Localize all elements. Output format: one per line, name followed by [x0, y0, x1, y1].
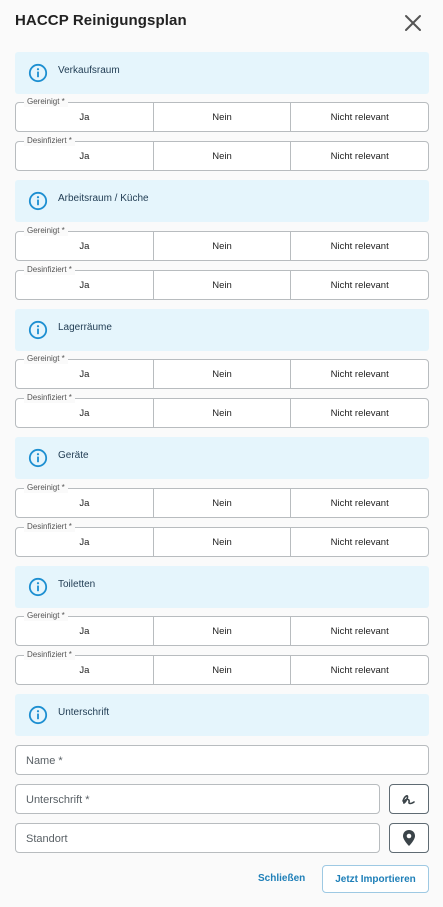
option-nicht-relevant[interactable]: Nicht relevant — [290, 528, 428, 556]
option-nicht-relevant[interactable]: Nicht relevant — [290, 399, 428, 427]
option-nein[interactable]: Nein — [153, 656, 291, 684]
gereinigt-segmented-control — [15, 97, 429, 132]
field-label: Desinfiziert * — [24, 265, 75, 275]
option-nicht-relevant[interactable]: Nicht relevant — [290, 360, 428, 388]
section-title: Arbeitsraum / Küche — [58, 193, 149, 204]
option-nein[interactable]: Nein — [153, 271, 291, 299]
option-nein[interactable]: Nein — [153, 360, 291, 388]
option-nein[interactable]: Nein — [153, 142, 291, 170]
info-box — [15, 309, 429, 351]
option-ja[interactable]: Ja — [79, 497, 90, 509]
field-label: Desinfiziert * — [24, 522, 75, 532]
option-nicht-relevant[interactable]: Nicht relevant — [290, 271, 428, 299]
option-nein[interactable]: Nein — [153, 617, 291, 645]
info-box — [15, 694, 429, 736]
close-text-button[interactable]: Schließen — [258, 873, 306, 884]
import-button[interactable]: Jetzt Importieren — [322, 865, 429, 893]
info-icon — [28, 577, 48, 597]
section-title: Unterschrift — [58, 707, 110, 718]
location-pin-icon — [401, 829, 417, 847]
section-title: Toiletten — [58, 579, 96, 590]
option-nein[interactable]: Nein — [153, 489, 291, 517]
option-ja[interactable]: Ja — [79, 240, 90, 252]
option-nicht-relevant[interactable]: Nicht relevant — [290, 232, 428, 260]
close-button[interactable] — [402, 12, 424, 34]
option-nicht-relevant[interactable]: Nicht relevant — [290, 617, 428, 645]
option-nein[interactable]: Nein — [153, 528, 291, 556]
info-box — [15, 437, 429, 479]
info-box — [15, 566, 429, 608]
signature-button[interactable] — [389, 784, 429, 814]
name-field[interactable] — [15, 745, 429, 775]
field-label: Desinfiziert * — [24, 650, 75, 660]
desinfiziert-segmented-control — [15, 522, 429, 557]
desinfiziert-segmented-control — [15, 136, 429, 171]
option-nicht-relevant[interactable]: Nicht relevant — [290, 656, 428, 684]
field-label: Gereinigt * — [24, 97, 68, 107]
signature-placeholder: Unterschrift * — [26, 794, 90, 806]
field-label: Gereinigt * — [24, 611, 68, 621]
section-title: Geräte — [58, 450, 89, 461]
signature-icon — [400, 790, 418, 808]
option-ja[interactable]: Ja — [79, 279, 90, 291]
location-button[interactable] — [389, 823, 429, 853]
desinfiziert-segmented-control — [15, 650, 429, 685]
info-box — [15, 52, 429, 94]
option-ja[interactable]: Ja — [79, 368, 90, 380]
option-nicht-relevant[interactable]: Nicht relevant — [290, 142, 428, 170]
gereinigt-segmented-control — [15, 226, 429, 261]
name-placeholder: Name * — [26, 755, 63, 767]
info-icon — [28, 63, 48, 83]
section-title: Lagerräume — [58, 322, 112, 333]
option-ja[interactable]: Ja — [79, 536, 90, 548]
info-icon — [28, 448, 48, 468]
location-placeholder: Standort — [26, 833, 68, 845]
gereinigt-segmented-control — [15, 483, 429, 518]
field-label: Desinfiziert * — [24, 136, 75, 146]
option-ja[interactable]: Ja — [79, 407, 90, 419]
gereinigt-segmented-control — [15, 354, 429, 389]
field-label: Gereinigt * — [24, 483, 68, 493]
option-nein[interactable]: Nein — [153, 103, 291, 131]
field-label: Desinfiziert * — [24, 393, 75, 403]
dialog-header — [0, 0, 443, 44]
option-ja[interactable]: Ja — [79, 664, 90, 676]
option-nein[interactable]: Nein — [153, 399, 291, 427]
option-ja[interactable]: Ja — [79, 111, 90, 123]
desinfiziert-segmented-control — [15, 265, 429, 300]
dialog-title: HACCP Reinigungsplan — [15, 12, 187, 29]
option-ja[interactable]: Ja — [79, 150, 90, 162]
info-icon — [28, 320, 48, 340]
location-field[interactable] — [15, 823, 380, 853]
section-title: Verkaufsraum — [58, 65, 120, 76]
option-ja[interactable]: Ja — [79, 625, 90, 637]
field-label: Gereinigt * — [24, 354, 68, 364]
close-icon — [402, 12, 424, 34]
info-icon — [28, 191, 48, 211]
info-icon — [28, 705, 48, 725]
option-nicht-relevant[interactable]: Nicht relevant — [290, 103, 428, 131]
gereinigt-segmented-control — [15, 611, 429, 646]
field-label: Gereinigt * — [24, 226, 68, 236]
option-nicht-relevant[interactable]: Nicht relevant — [290, 489, 428, 517]
option-nein[interactable]: Nein — [153, 232, 291, 260]
signature-field[interactable] — [15, 784, 380, 814]
info-box — [15, 180, 429, 222]
desinfiziert-segmented-control — [15, 393, 429, 428]
